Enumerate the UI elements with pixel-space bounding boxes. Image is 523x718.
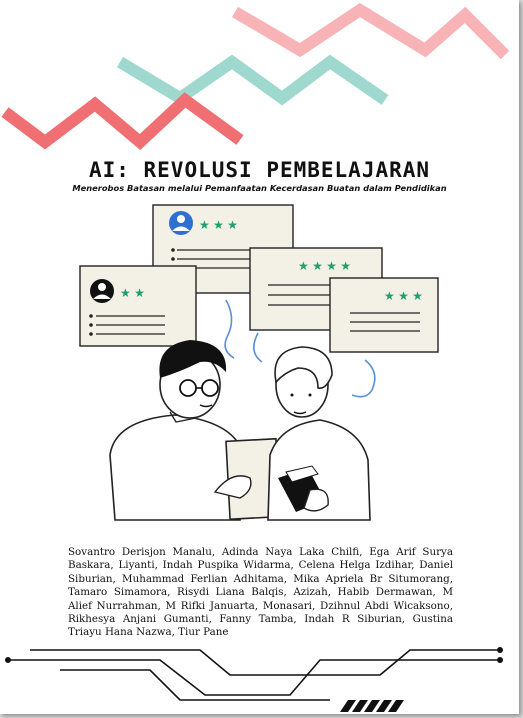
decorative-circuit-lines xyxy=(0,630,519,714)
star-rating-icon: ★ ★ ★ xyxy=(384,289,423,303)
zigzag-teal xyxy=(120,62,385,100)
star-rating-icon: ★ ★ xyxy=(120,286,145,300)
zigzag-pink xyxy=(235,10,505,55)
reading-people-illustration xyxy=(0,195,519,540)
star-rating-icon: ★ ★ ★ ★ xyxy=(298,259,352,273)
zigzag-red xyxy=(5,100,240,142)
decorative-zigzag-lines xyxy=(0,0,519,160)
review-card xyxy=(330,278,438,352)
striped-bar xyxy=(340,700,404,712)
review-card xyxy=(80,266,196,346)
star-rating-icon: ★ ★ ★ xyxy=(199,218,238,232)
author-list: Sovantro Derisjon Manalu, Adinda Naya Laka Chilfi, Ega Arif Surya Baskara, Liyanti, Indah Puspika Widarma, Celena Helga Izdihar, Daniel Siburian, Muhammad Ferlian Adhitama, Mika Apriela Br Situmorang, Tamaro Simamora, Risydi Liana Balqis, Azizah, Habib Dermawan, M Alief Nurrahman, M Rifki Januarta, Monasari, Dzihnul Abdi Wicaksono, Rikhesya Anjani Gumanti, Fanny Tamba, Indah R Siburian, Gustina Triayu Hana Nazwa, Tiur Pane xyxy=(68,546,453,639)
book-title: AI: REVOLUSI PEMBELAJARAN xyxy=(88,158,431,182)
book-subtitle: Menerobos Batasan melalui Pemanfaatan Kecerdasan Buatan dalam Pendidikan xyxy=(72,183,447,193)
